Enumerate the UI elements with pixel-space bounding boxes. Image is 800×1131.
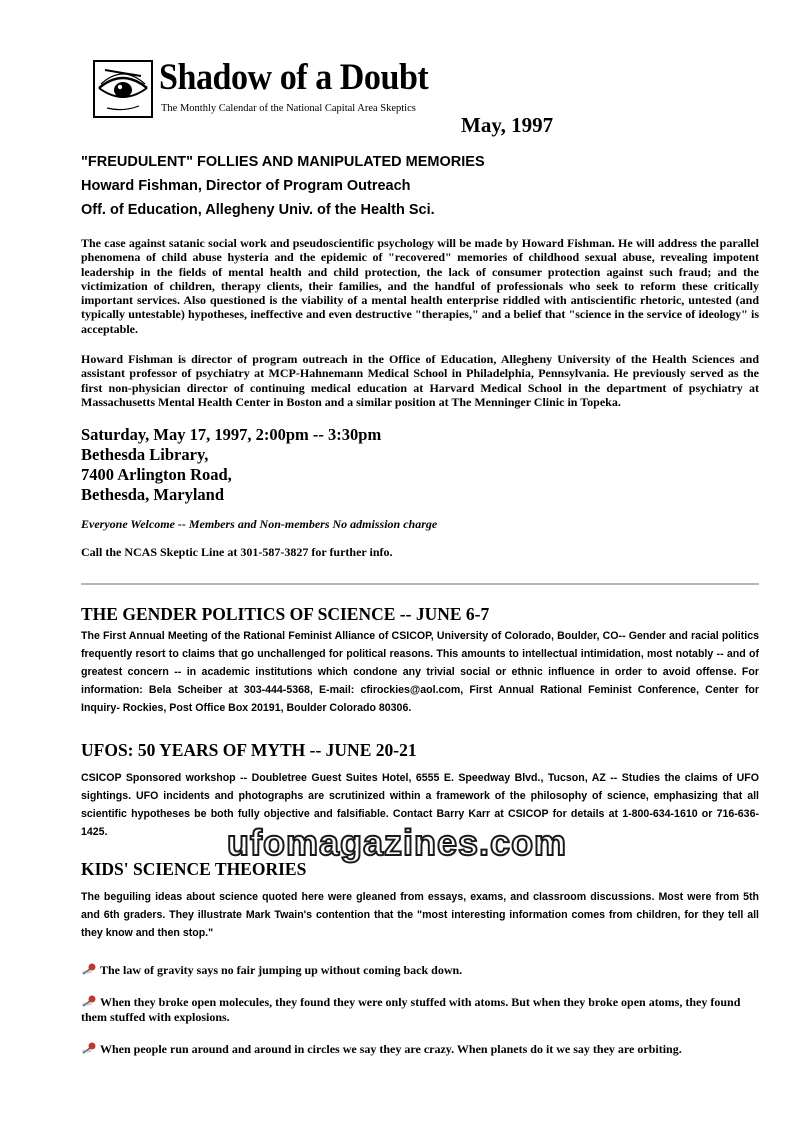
gender-body: The First Annual Meeting of the Rational Feminist Alliance of CSICOP, University of Colorado, Boulder, CO-- Gender and racial politics frequently resort to claims that go unchallenged for political reasons. This amounts to intellectual intimidation, most notably -- and of greatest concern -- in academic institutions which condone any trivial social or ethnic influence in order to avoid offense. For information: Bela Scheiber at 303-444-5368, E-mail: cfirockies@aol.com, First Annual Rational Feminist Conference, Center for Inquiry- Rockies, Post Office Box 20191, Boulder Colorado 80306.	[81, 630, 759, 714]
feature-affiliation: Off. of Education, Allegheny Univ. of the Health Sci.	[81, 202, 435, 218]
event-city: Bethesda, Maryland	[81, 485, 225, 504]
feature-title: "FREUDULENT" FOLLIES AND MANIPULATED MEMORIES	[81, 154, 485, 170]
ufos-title: UFOS: 50 YEARS OF MYTH -- JUNE 20-21	[81, 740, 417, 760]
feature-header	[81, 150, 759, 222]
quote-item: When people run around and around in circles we say they are crazy. When planets do it we say they are orbiting.	[81, 1042, 761, 1057]
ufos-section	[81, 740, 759, 761]
welcome-note: Everyone Welcome -- Members and Non-members No admission charge	[81, 517, 438, 531]
logo-subtitle: The Monthly Calendar of the National Capital Area Skeptics	[161, 103, 416, 114]
logo-title: Shadow of a Doubt	[159, 57, 429, 98]
gender-section	[81, 604, 759, 625]
pushpin-icon	[81, 963, 97, 975]
quote-item: The law of gravity says no fair jumping up without coming back down.	[81, 963, 761, 978]
ufos-body: CSICOP Sponsored workshop -- Doubletree Guest Suites Hotel, 6555 E. Speedway Blvd., Tucson, AZ -- Studies the claims of UFO sightings. UFO incidents and photographs are scrutinized within a framework of the philosophy of science, emphasizing that all scientific hypotheses be both fully objective and falsifiable. Contact Barry Karr at CSICOP for details at 1-800-634-1610 or 716-636-1425.	[81, 772, 759, 838]
pushpin-icon	[81, 1042, 97, 1054]
event-venue: Bethesda Library,	[81, 445, 209, 464]
pushpin-icon	[81, 995, 97, 1007]
feature-speaker: Howard Fishman, Director of Program Outreach	[81, 178, 411, 194]
section-divider	[81, 583, 759, 585]
quote-item: When they broke open molecules, they found they were only stuffed with atoms. But when they broke open atoms, they found them stuffed with explosions.	[81, 995, 741, 1024]
feature-paragraph-2: Howard Fishman is director of program outreach in the Office of Education, Allegheny University of the Health Sciences and assistant professor of psychiatry at MCP-Hahnemann Medical School in Philadelphia, Pennsylvania. He previously served as the first non-physician director of continuing medical education at Harvard Medical School in the department of psychiatry at Massachusetts Mental Health Center in Boston and a similar position at The Menninger Clinic in Topeka.	[81, 352, 759, 409]
event-street: 7400 Arlington Road,	[81, 465, 232, 484]
call-line: Call the NCAS Skeptic Line at 301-587-3827 for further info.	[81, 545, 393, 559]
event-details	[81, 425, 759, 505]
eye-icon	[93, 60, 153, 118]
gender-title: THE GENDER POLITICS OF SCIENCE -- JUNE 6-7	[81, 604, 490, 624]
kids-intro: The beguiling ideas about science quoted here were gleaned from essays, exams, and classroom discussions. Most were from 5th and 6th graders. They illustrate Mark Twain's contention that the "most interesting information comes from children, for they tell all they know and then stop."	[81, 891, 759, 939]
watermark: ufomagazines.com	[227, 822, 568, 863]
kids-title: KIDS' SCIENCE THEORIES	[81, 859, 307, 879]
issue-date: May, 1997	[461, 113, 554, 137]
newsletter-logo	[93, 57, 453, 122]
feature-paragraph-1: The case against satanic social work and pseudoscientific psychology will be made by Howard Fishman. He will address the parallel phenomena of child abuse hysteria and the epidemic of "recovered" memories of childhood sexual abuse, revealing impotent leadership in the fields of mental health and child protection, the lack of consumer protection against such fraud; and the victimization of children, therapy clients, their families, and the handful of professionals who seek to reform these critically important services. Also questioned is the viability of a mental health enterprise riddled with antiscientific rhetoric, untested (and typically untestable) hypotheses, ineffective and even destructive "therapies," and a belief that "science in the service of ideology" is acceptable.	[81, 236, 759, 336]
event-datetime: Saturday, May 17, 1997, 2:00pm -- 3:30pm	[81, 425, 382, 444]
